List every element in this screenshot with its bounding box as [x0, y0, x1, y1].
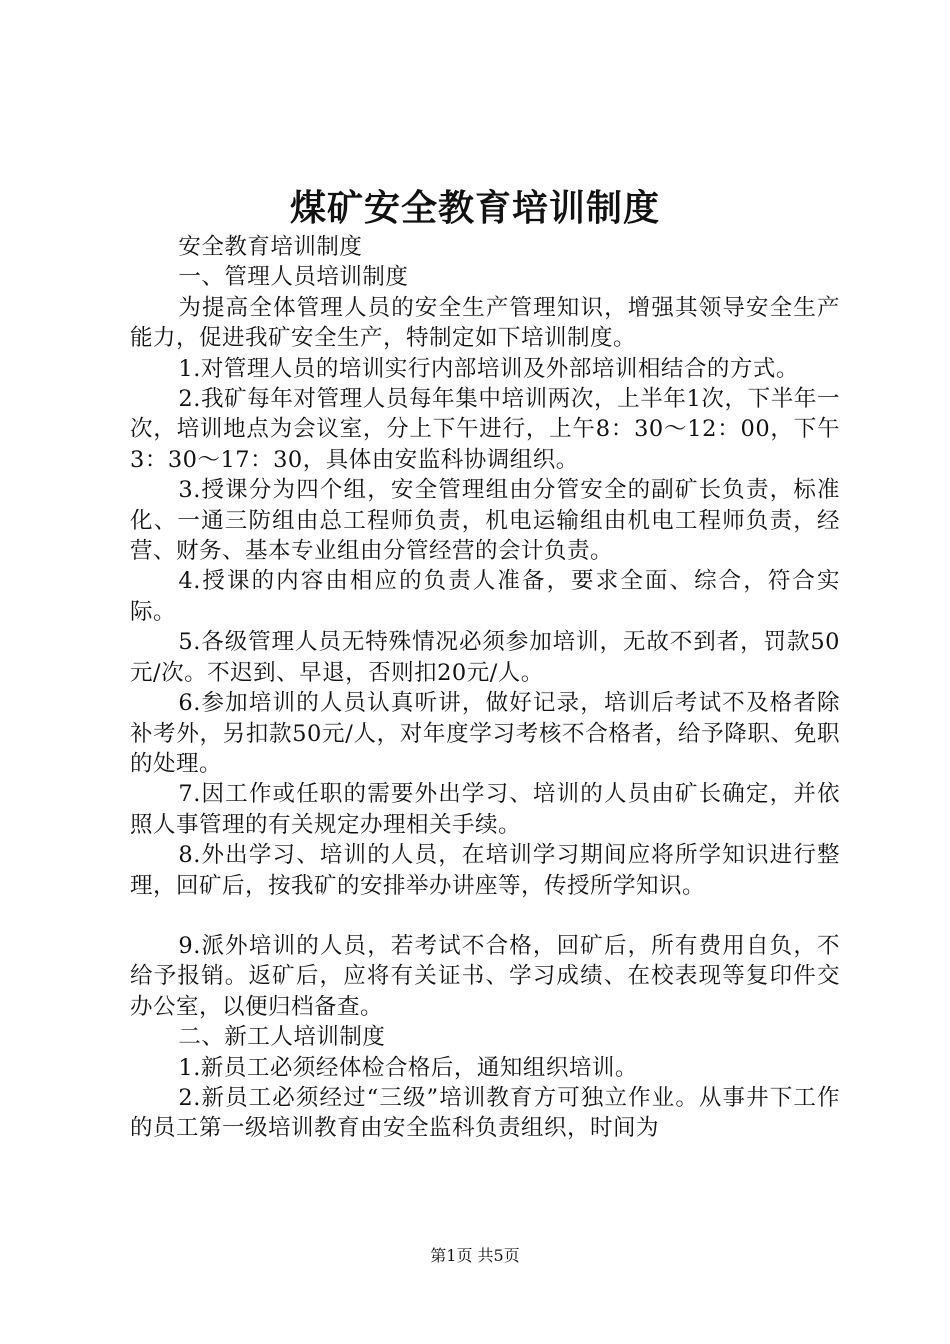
body-paragraph: 8.外出学习、培训的人员，在培训学习期间应将所学知识进行整理，回矿后，按我矿的安排举办讲座等，传授所学知识。 [130, 842, 840, 899]
body-paragraph: 5.各级管理人员无特殊情况必须参加培训，无故不到者，罚款50元/次。不迟到、早退，否则扣20元/人。 [130, 629, 840, 686]
body-paragraph: 4.授课的内容由相应的负责人准备，要求全面、综合，符合实际。 [130, 568, 840, 625]
section-heading: 一、管理人员培训制度 [178, 264, 409, 291]
body-paragraph: 1.新员工必须经体检合格后，通知组织培训。 [178, 1054, 638, 1081]
body-paragraph: 2.我矿每年对管理人员每年集中培训两次，上半年1次，下半年一次，培训地点为会议室，分上下午进行，上午8：30～12：00，下午3：30～17：30，具体由安监科协调组织。 [130, 386, 840, 473]
document-body [130, 232, 840, 1144]
section-heading: 二、新工人培训制度 [178, 1024, 386, 1051]
body-paragraph: 3.授课分为四个组，安全管理组由分管安全的副矿长负责，标准化、一通三防组由总工程师负责，机电运输组由机电工程师负责，经营、财务、基本专业组由分管经营的会计负责。 [130, 477, 840, 565]
body-paragraph: 9.派外培训的人员，若考试不合格，回矿后，所有费用自负，不给予报销。返矿后，应将有关证书、学习成绩、在校表现等复印件交办公室，以便归档备查。 [130, 932, 840, 1020]
page-number: 第1页 共5页 [430, 1246, 520, 1265]
body-paragraph: 1.对管理人员的培训实行内部培训及外部培训相结合的方式。 [178, 355, 799, 382]
body-paragraph: 7.因工作或任职的需要外出学习、培训的人员由矿长确定，并依照人事管理的有关规定办理相关手续。 [130, 781, 840, 838]
body-paragraph: 为提高全体管理人员的安全生产管理知识，增强其领导安全生产能力，促进我矿安全生产，特制定如下培训制度。 [130, 294, 840, 352]
document-title: 煤矿安全教育培训制度 [289, 187, 660, 229]
body-paragraph: 2.新员工必须经过“三级”培训教育方可独立作业。从事井下工作的员工第一级培训教育由安全监科负责组织，时间为 [130, 1084, 840, 1142]
body-paragraph: 6.参加培训的人员认真听讲，做好记录，培训后考试不及格者除补考外，另扣款50元/人，对年度学习考核不合格者，给予降职、免职的处理。 [130, 690, 840, 777]
section-heading: 安全教育培训制度 [178, 234, 363, 260]
